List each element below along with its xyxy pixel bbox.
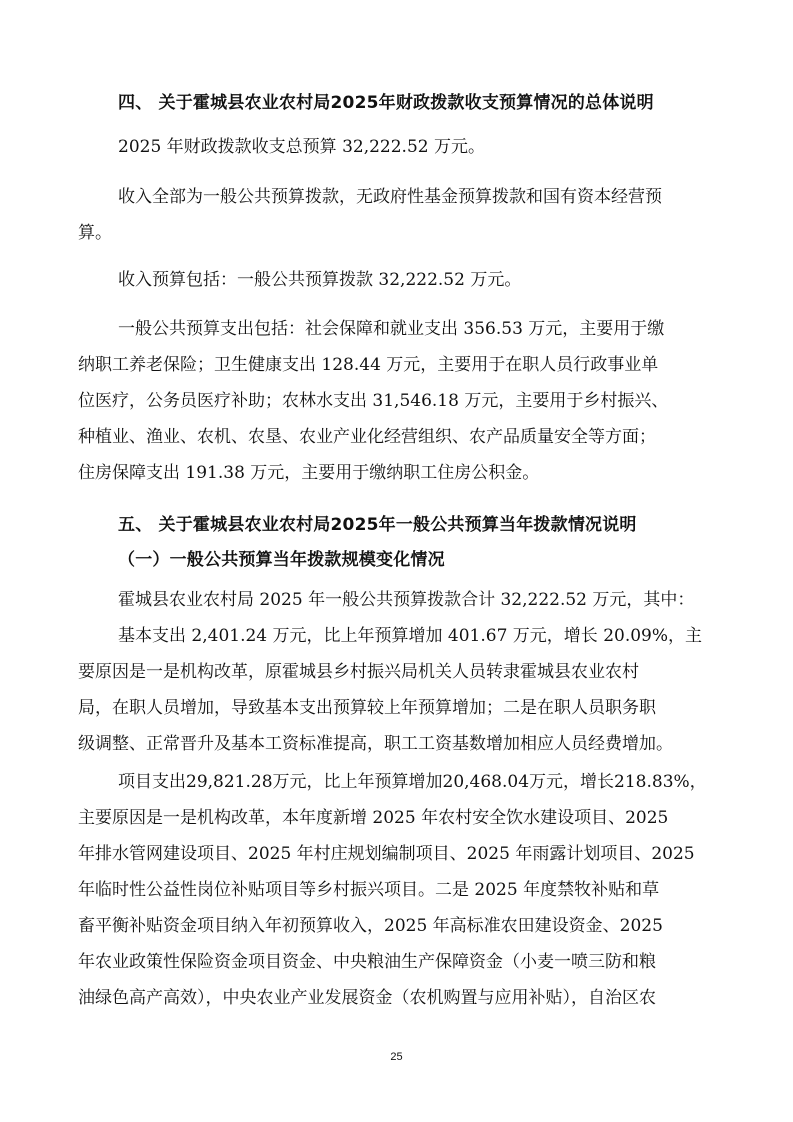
text-line: 算。: [78, 223, 112, 243]
s4-paragraph-3: [78, 262, 711, 298]
text-line: 局，在职人员增加，导致基本支出预算较上年预算增加；二是在职人员职务职: [78, 698, 656, 718]
text-line: 位医疗，公务员医疗补助；农林水支出 31,546.18 万元，主要用于乡村振兴、: [78, 391, 669, 411]
text-line: 收入全部为一般公共预算拨款，无政府性基金预算拨款和国有资本经营预: [118, 187, 662, 207]
text-line: 住房保障支出 191.38 万元，主要用于缴纳职工住房公积金。: [78, 463, 540, 483]
text-line: 基本支出 2,401.24 万元，比上年预算增加 401.67 万元，增长 20.09%，主: [118, 626, 703, 646]
s4-paragraph-2: [78, 179, 711, 251]
s5-paragraph-1: [78, 582, 711, 618]
text-line: 项目支出29,821.28万元，比上年预算增加20,468.04万元，增长218.83%，: [118, 772, 707, 792]
text-line: 年农业政策性保险资金项目资金、中央粮油生产保障资金（小麦一喷三防和粮: [78, 952, 656, 972]
text-line: 纳职工养老保险；卫生健康支出 128.44 万元，主要用于在职人员行政事业单: [78, 355, 659, 375]
s4-paragraph-4: [78, 311, 711, 491]
section-4-heading: 四、 关于霍城县农业农村局2025年财政拨款收支预算情况的总体说明: [118, 93, 654, 113]
s5-paragraph-2: [78, 618, 711, 762]
text-line: 畜平衡补贴资金项目纳入年初预算收入，2025 年高标准农田建设资金、2025: [78, 916, 663, 936]
text-line: 2025 年财政拨款收支总预算 32,222.52 万元。: [118, 137, 485, 157]
text-line: 主要原因是一是机构改革，本年度新增 2025 年农村安全饮水建设项目、2025: [78, 808, 669, 828]
s5-paragraph-3: [78, 764, 711, 1016]
section-5-subheading: （一）一般公共预算当年拨款规模变化情况: [118, 550, 445, 570]
text-line: 收入预算包括：一般公共预算拨款 32,222.52 万元。: [118, 270, 522, 290]
s4-paragraph-1: [78, 129, 711, 165]
text-line: 种植业、渔业、农机、农垦、农业产业化经营组织、农产品质量安全等方面；: [78, 427, 656, 447]
section-5-heading: 五、 关于霍城县农业农村局2025年一般公共预算当年拨款情况说明: [118, 515, 637, 535]
text-line: 一般公共预算支出包括：社会保障和就业支出 356.53 万元，主要用于缴: [118, 319, 665, 339]
text-line: 霍城县农业农村局 2025 年一般公共预算拨款合计 32,222.52 万元，其中：: [118, 590, 695, 610]
text-line: 要原因是一是机构改革，原霍城县乡村振兴局机关人员转隶霍城县农业农村: [78, 662, 639, 682]
text-line: 油绿色高产高效），中央农业产业发展资金（农机购置与应用补贴），自治区农: [78, 988, 656, 1008]
text-line: 级调整、正常晋升及基本工资标准提高，职工工资基数增加相应人员经费增加。: [78, 734, 673, 754]
text-line: 年临时性公益性岗位补贴项目等乡村振兴项目。二是 2025 年度禁牧补贴和草: [78, 880, 660, 900]
page-number: 25: [390, 1051, 403, 1063]
text-line: 年排水管网建设项目、2025 年村庄规划编制项目、2025 年雨露计划项目、2025: [78, 844, 695, 864]
